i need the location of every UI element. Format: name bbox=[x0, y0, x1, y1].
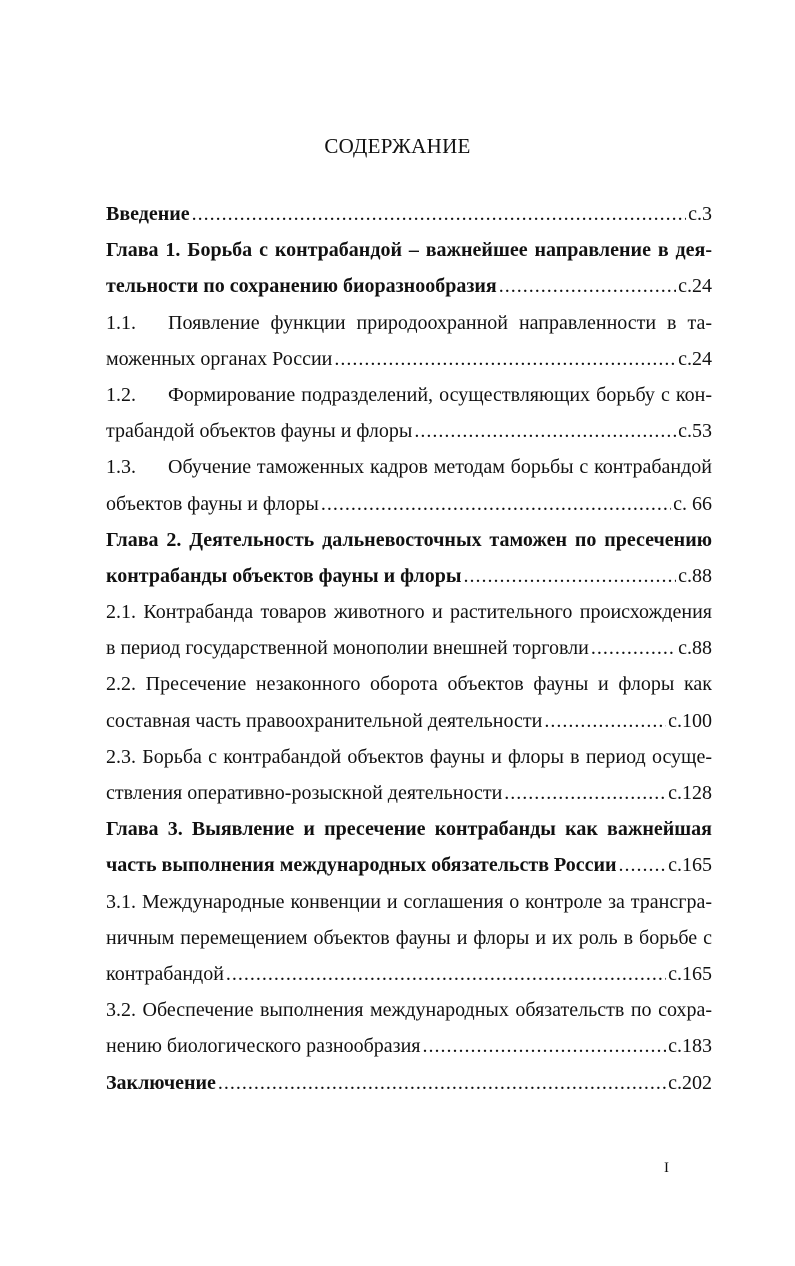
toc-entry-section-1-3-line-2 bbox=[106, 486, 712, 522]
toc-entry-section-1-1-line-1 bbox=[106, 305, 712, 341]
toc-entry-text: трабандой объектов фауны и флоры bbox=[106, 420, 413, 443]
toc-entry-chapter-2-line-1: Глава 2. Деятельность дальневосточных таможен по пресечению bbox=[106, 528, 712, 551]
toc-entry-section-3-2-line-2 bbox=[106, 1028, 712, 1064]
toc-entry-section-1-1-line-2 bbox=[106, 341, 712, 377]
toc-entry-section-3-1-line-2: ничным перемещением объектов фауны и флоры и их роль в борьбе с bbox=[106, 926, 712, 949]
toc-page-ref: с.53 bbox=[678, 420, 712, 443]
toc-entry-introduction bbox=[106, 196, 712, 232]
toc-entry-section-1-2-line-2 bbox=[106, 413, 712, 449]
toc-page-ref: с. 66 bbox=[673, 492, 712, 515]
dot-leader bbox=[414, 413, 676, 449]
toc-page-ref: с.100 bbox=[668, 709, 712, 732]
toc-entry-text: контрабандой bbox=[106, 962, 224, 985]
toc-entry-text: Обучение таможенных кадров методам борьбы с контрабандой bbox=[168, 456, 712, 479]
toc-page-ref: с.128 bbox=[668, 782, 712, 804]
toc-entry-text: моженных органах России bbox=[106, 347, 333, 370]
toc-page-ref: с.24 bbox=[678, 275, 712, 298]
dot-leader bbox=[591, 630, 676, 666]
toc-page-ref: с.3 bbox=[688, 203, 712, 225]
toc-page-ref: с.165 bbox=[668, 962, 712, 985]
dot-leader bbox=[499, 268, 676, 304]
page-number: I bbox=[664, 1160, 669, 1176]
toc-entry-text: Появление функции природоохранной направленности в та- bbox=[168, 311, 712, 334]
section-number: 1.2. bbox=[106, 383, 136, 406]
dot-leader bbox=[226, 956, 666, 992]
toc-page-ref: с.88 bbox=[678, 564, 712, 587]
toc-entry-section-1-2-line-1 bbox=[106, 377, 712, 413]
toc-entry-text: Заключение bbox=[106, 1071, 216, 1094]
dot-leader bbox=[218, 1065, 666, 1101]
toc-entry-chapter-2-line-2 bbox=[106, 558, 712, 594]
section-number: 1.3. bbox=[106, 456, 136, 479]
toc-entry-section-1-3-line-1 bbox=[106, 449, 712, 485]
toc-entry-section-2-3-line-1: 2.3. Борьба с контрабандой объектов фауны и флоры в период осуще- bbox=[106, 745, 712, 768]
toc-page-ref: с.165 bbox=[668, 854, 712, 877]
toc-entry-text: нению биологического разнообразия bbox=[106, 1035, 421, 1058]
dot-leader bbox=[321, 486, 671, 522]
toc-entry-text: тельности по сохранению биоразнообразия bbox=[106, 275, 497, 298]
toc-entry-chapter-3-line-2 bbox=[106, 847, 712, 883]
dot-leader bbox=[504, 775, 666, 811]
toc-entry-section-2-1-line-2 bbox=[106, 630, 712, 666]
toc-entry-chapter-3-line-1: Глава 3. Выявление и пресечение контрабанды как важнейшая bbox=[106, 818, 712, 841]
toc-entry-text: часть выполнения международных обязательств России bbox=[106, 854, 617, 877]
dot-leader bbox=[463, 558, 676, 594]
dot-leader bbox=[544, 703, 666, 739]
toc-entry-section-2-1-line-1: 2.1. Контрабанда товаров животного и растительного происхождения bbox=[106, 601, 712, 624]
toc-entry-section-3-1-line-1: 3.1. Международные конвенции и соглашения о контроле за трансгра- bbox=[106, 890, 712, 913]
section-number: 1.1. bbox=[106, 311, 136, 334]
toc-entry-text: в период государственной монополии внешней торговли bbox=[106, 637, 589, 660]
toc-entry-section-2-3-line-2 bbox=[106, 775, 712, 811]
toc-entry-text: объектов фауны и флоры bbox=[106, 492, 319, 515]
toc-entry-text: Формирование подразделений, осуществляющих борьбу с кон- bbox=[168, 383, 712, 406]
toc-entry-text: ствления оперативно-розыскной деятельности bbox=[106, 782, 503, 804]
toc-entry-chapter-1-line-2 bbox=[106, 268, 712, 304]
table-of-contents bbox=[106, 196, 712, 1101]
toc-page-ref: с.202 bbox=[668, 1071, 712, 1094]
toc-entry-text: контрабанды объектов фауны и флоры bbox=[106, 564, 462, 587]
toc-entry-section-2-2-line-2 bbox=[106, 703, 712, 739]
toc-entry-text: Введение bbox=[106, 203, 190, 225]
toc-entry-text: составная часть правоохранительной деятельности bbox=[106, 709, 543, 732]
toc-entry-chapter-1-line-1: Глава 1. Борьба с контрабандой – важнейшее направление в дея- bbox=[106, 239, 712, 262]
toc-entry-conclusion bbox=[106, 1065, 712, 1101]
dot-leader bbox=[334, 341, 676, 377]
toc-page-ref: с.88 bbox=[678, 637, 712, 660]
toc-entry-section-2-2-line-1: 2.2. Пресечение незаконного оборота объектов фауны и флоры как bbox=[106, 673, 712, 696]
dot-leader bbox=[192, 196, 686, 232]
dot-leader bbox=[619, 847, 667, 883]
toc-page-ref: с.183 bbox=[668, 1035, 712, 1058]
toc-entry-section-3-1-line-3 bbox=[106, 956, 712, 992]
dot-leader bbox=[422, 1028, 666, 1064]
page-title: СОДЕРЖАНИЕ bbox=[324, 134, 471, 158]
toc-page-ref: с.24 bbox=[678, 347, 712, 370]
toc-entry-section-3-2-line-1: 3.2. Обеспечение выполнения международных обязательств по сохра- bbox=[106, 999, 712, 1022]
